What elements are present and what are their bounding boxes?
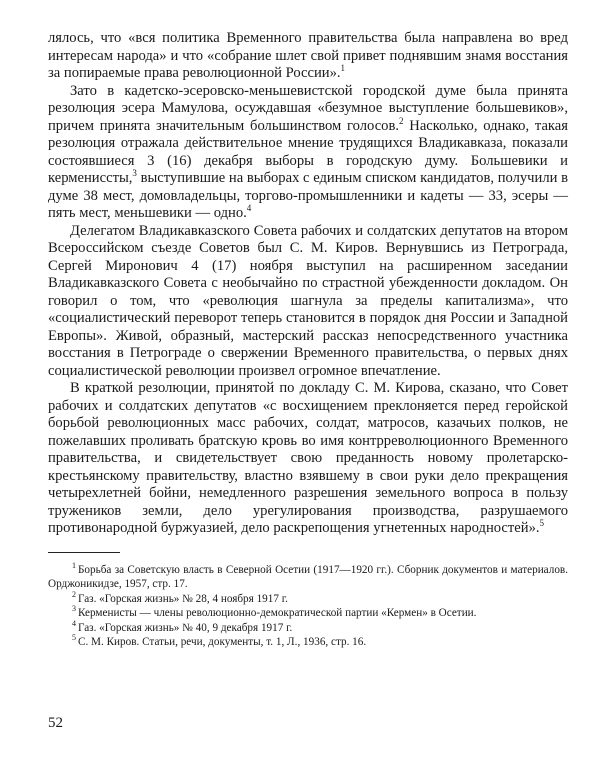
footnote-3-text: Керменисты — члены революционно-демократической партии «Кермен» в Осетии. bbox=[78, 607, 477, 619]
footnote-5-number: 5 bbox=[72, 633, 76, 643]
footnote-3 bbox=[48, 606, 568, 621]
footnotes bbox=[48, 560, 568, 650]
footnote-ref-4[interactable]: 4 bbox=[246, 203, 252, 214]
footnote-2 bbox=[48, 589, 568, 607]
paragraph-2-text-b: Насколько, однако, такая резолюция отражала действительное мнение трудящихся Владикавказа, показали состоявшиеся 3 (16) декабря выборы в городскую думу. Большевики и кермениссты, bbox=[48, 117, 568, 186]
page-number: 52 bbox=[48, 715, 63, 731]
footnote-5-text: С. М. Киров. Статьи, речи, документы, т. 1, Л., 1936, стр. 16. bbox=[78, 636, 367, 648]
footnote-4-text: Газ. «Горская жизнь» № 40, 9 декабря 1917 г. bbox=[78, 621, 293, 634]
paragraph-4-text: В краткой резолюции, принятой по докладу С. М. Кирова, сказано, что Совет рабочих и солдатских депутатов «с восхищением преклоняется перед геройской борьбой революционных масс рабочих, солдат, матросов, казачьих полков, не пожелавших проливать братскую кровь во имя контрреволюционного Временного правительства, и свидетельствует свою преданность новому пролетарско-крестьянскому правительству, властно взявшему в свои руки дело прекращения четырехлетней бойни, немедленного разрешения земельного вопроса в пользу тружеников земли, дело урегулирования производства, разрушаемого противонародной буржуазией, дело раскрепощения угнетенных народностей». bbox=[48, 380, 568, 536]
paragraph-1 bbox=[48, 30, 568, 83]
paragraph-1-text: лялось, что «вся политика Временного правительства была направлена во вред интересам народа» и что «собрание шлет свой привет поднявшим знамя восстания за попираемые права революционной России». bbox=[48, 30, 568, 81]
footnote-3-number: 3 bbox=[72, 604, 76, 614]
paragraph-2 bbox=[48, 83, 568, 223]
paragraph-2-text-c: выступившие на выборах с единым списком кандидатов, получили в думе 38 мест, домовладельцы, торгово-промышленники и кадеты — 33, эсеры — пять мест, меньшевики — одно. bbox=[48, 170, 568, 221]
footnote-ref-1[interactable]: 1 bbox=[340, 63, 346, 74]
footnote-4 bbox=[48, 618, 568, 636]
paragraph-3: Делегатом Владикавказского Совета рабочих и солдатских депутатов на втором Всероссийском съезде Советов был С. М. Киров. Вернувшись из Петрограда, Сергей Миронович 4 (17) ноября выступил на расширенном заседании Владикавказского Совета с необычайно по страстной убежденности докладом. Он говорил о том, что «революция шагнула за пределы капитализма», что «социалистический переворот теперь становится в порядок дня России и Западной Европы». Живой, образный, мастерский рассказ непосредственного участника восстания в Петрограде о свержении Временного правительства, о первых днях социалистической революции произвел огромное впечатление. bbox=[48, 222, 568, 379]
footnote-1-text: Борьба за Советскую власть в Северной Осетии (1917—1920 гг.). Сборник документов и материалов. Орджоникидзе, 1957, стр. 17. bbox=[48, 563, 568, 590]
footnote-divider bbox=[48, 552, 120, 553]
footnote-2-number: 2 bbox=[72, 589, 76, 599]
document-page bbox=[48, 30, 568, 650]
footnote-1-number: 1 bbox=[72, 560, 76, 570]
footnote-2-text: Газ. «Горская жизнь» № 28, 4 ноября 1917 г. bbox=[78, 592, 288, 605]
footnote-ref-3[interactable]: 3 bbox=[132, 168, 137, 179]
footnote-ref-5[interactable]: 5 bbox=[539, 518, 545, 529]
footnote-4-number: 4 bbox=[72, 618, 76, 628]
paragraph-4 bbox=[48, 380, 568, 538]
footnote-1 bbox=[48, 560, 568, 592]
body-text bbox=[48, 30, 568, 538]
footnote-ref-2[interactable]: 2 bbox=[399, 115, 404, 126]
footnote-5 bbox=[48, 635, 568, 650]
paragraph-2-text-a: Зато в кадетско-эсеровско-меньшевистской городской думе была принята резолюция эсера Мамулова, осуждавшая «безумное выступление большевиков», причем принята значительным большинством голосов. bbox=[48, 82, 568, 134]
